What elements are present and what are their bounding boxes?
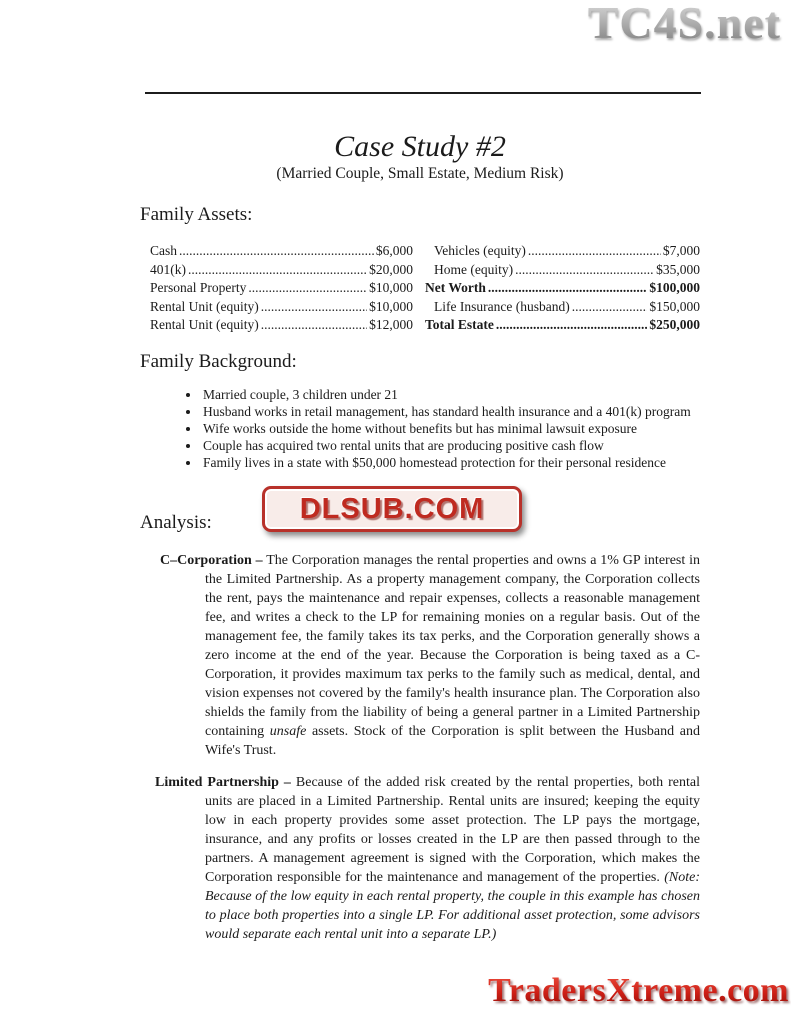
c-corporation-paragraph: [160, 551, 700, 760]
asset-label: Home (equity): [434, 261, 514, 277]
family-assets-heading: Family Assets:: [140, 204, 253, 225]
assets-table: [150, 242, 700, 335]
asset-value: $150,000: [649, 298, 700, 314]
asset-value: $10,000: [369, 298, 413, 314]
asset-value: $250,000: [649, 317, 700, 332]
dot-leader: [261, 316, 367, 335]
asset-value: $10,000: [369, 280, 413, 295]
page-subtitle: (Married Couple, Small Estate, Medium Risk): [276, 165, 564, 182]
italic-text: unsafe: [269, 724, 307, 739]
assets-left-column: [150, 242, 413, 335]
analysis-heading: Analysis:: [140, 512, 212, 533]
asset-label: Life Insurance (husband): [434, 298, 570, 314]
bullet-item: • Family lives in a state with $50,000 homestead protection for their personal residence: [201, 454, 705, 471]
asset-row: [150, 242, 413, 261]
asset-value: $20,000: [369, 261, 413, 277]
asset-label: Personal Property: [150, 280, 247, 295]
page-title: Case Study #2: [334, 130, 506, 163]
asset-row: [425, 242, 700, 261]
asset-value: $35,000: [656, 261, 700, 277]
asset-label: 401(k): [150, 261, 186, 277]
paragraph-text: Because of the added risk created by the rental properties, both rental units are placed in a Limited Partnership. Rental units are insured; keeping the equity low in each property provides some asset protection. The LP pays the mortgage, insurance, and any profits or losses created in the LP are then passed through to the partners. A management agreement is signed with the Corporation, which makes the Corporation responsible for the maintenance and management of the properties.: [205, 775, 701, 885]
dot-leader: [261, 298, 367, 317]
asset-row: [150, 298, 413, 317]
tradersxtreme-watermark: TradersXtreme.com: [488, 972, 789, 1009]
bullet-list: [185, 386, 705, 471]
dlsub-stamp: DLSUB.COM: [262, 486, 522, 532]
tc4s-watermark: TC4S.net: [588, 0, 781, 49]
asset-value: $12,000: [369, 317, 413, 332]
asset-label: Net Worth: [425, 280, 486, 295]
dot-leader: [572, 298, 648, 317]
asset-row: [150, 316, 413, 335]
asset-value: $100,000: [649, 280, 700, 295]
asset-row: [425, 298, 700, 317]
note-text: (Note: Because of the low equity in each rental property, the couple in this example has chosen to place both properties into a single LP. For additional asset protection, some advisors would separate each rental unit into a separate LP.): [205, 870, 701, 942]
limited-partnership-paragraph: [155, 773, 700, 944]
assets-right-column: [425, 242, 700, 335]
asset-row: [425, 261, 700, 280]
dot-leader: [248, 279, 367, 298]
bullet-item: • Couple has acquired two rental units that are producing positive cash flow: [201, 437, 705, 454]
asset-label: Total Estate: [425, 317, 494, 332]
header-block: [140, 130, 700, 184]
asset-row: [150, 261, 413, 280]
dot-leader: [515, 261, 654, 280]
bullet-item: • Husband works in retail management, has standard health insurance and a 401(k) program: [201, 403, 705, 420]
asset-label: Rental Unit (equity): [150, 317, 259, 332]
bullet-item: • Married couple, 3 children under 21: [201, 386, 705, 403]
paragraph-text: assets. Stock of the Corporation is split between the Husband and Wife's Trust.: [205, 724, 700, 758]
dot-leader: [488, 279, 648, 298]
bullet-item: • Wife works outside the home without benefits but has minimal lawsuit exposure: [201, 420, 705, 437]
asset-row-net-worth: [425, 279, 700, 298]
family-background-heading: Family Background:: [140, 351, 297, 372]
dot-leader: [496, 316, 647, 335]
divider-rule: [145, 92, 701, 94]
asset-value: $6,000: [375, 243, 413, 258]
dot-leader: [179, 242, 374, 261]
asset-row: [150, 279, 413, 298]
asset-value: $7,000: [662, 243, 700, 258]
dot-leader: [528, 242, 661, 261]
dot-leader: [188, 261, 367, 280]
term-label: Limited Partnership –: [155, 775, 291, 790]
asset-row-total-estate: [425, 316, 700, 335]
paragraph-text: The Corporation manages the rental properties and owns a 1% GP interest in the Limited Partnership. As a property management company, the Corporation collects the rent, pays the maintenance and repair expenses, collects a reasonable management fee, and writes a check to the LP for remaining monies on a regular basis. Out of the management fee, the family takes its tax perks, and the Corporation generally shows a zero income at the end of the year. Because the Corporation is being taxed as a C-Corporation, it provides maximum tax perks to the family such as medical, dental, and vision expenses not covered by the family's health insurance plan. The Corporation also shields the family from the liability of being a general partner in a Limited Partnership containing: [205, 553, 700, 739]
term-label: C–Corporation –: [160, 553, 263, 568]
asset-label: Cash: [150, 243, 177, 258]
asset-label: Rental Unit (equity): [150, 298, 259, 314]
asset-label: Vehicles (equity): [434, 243, 526, 258]
